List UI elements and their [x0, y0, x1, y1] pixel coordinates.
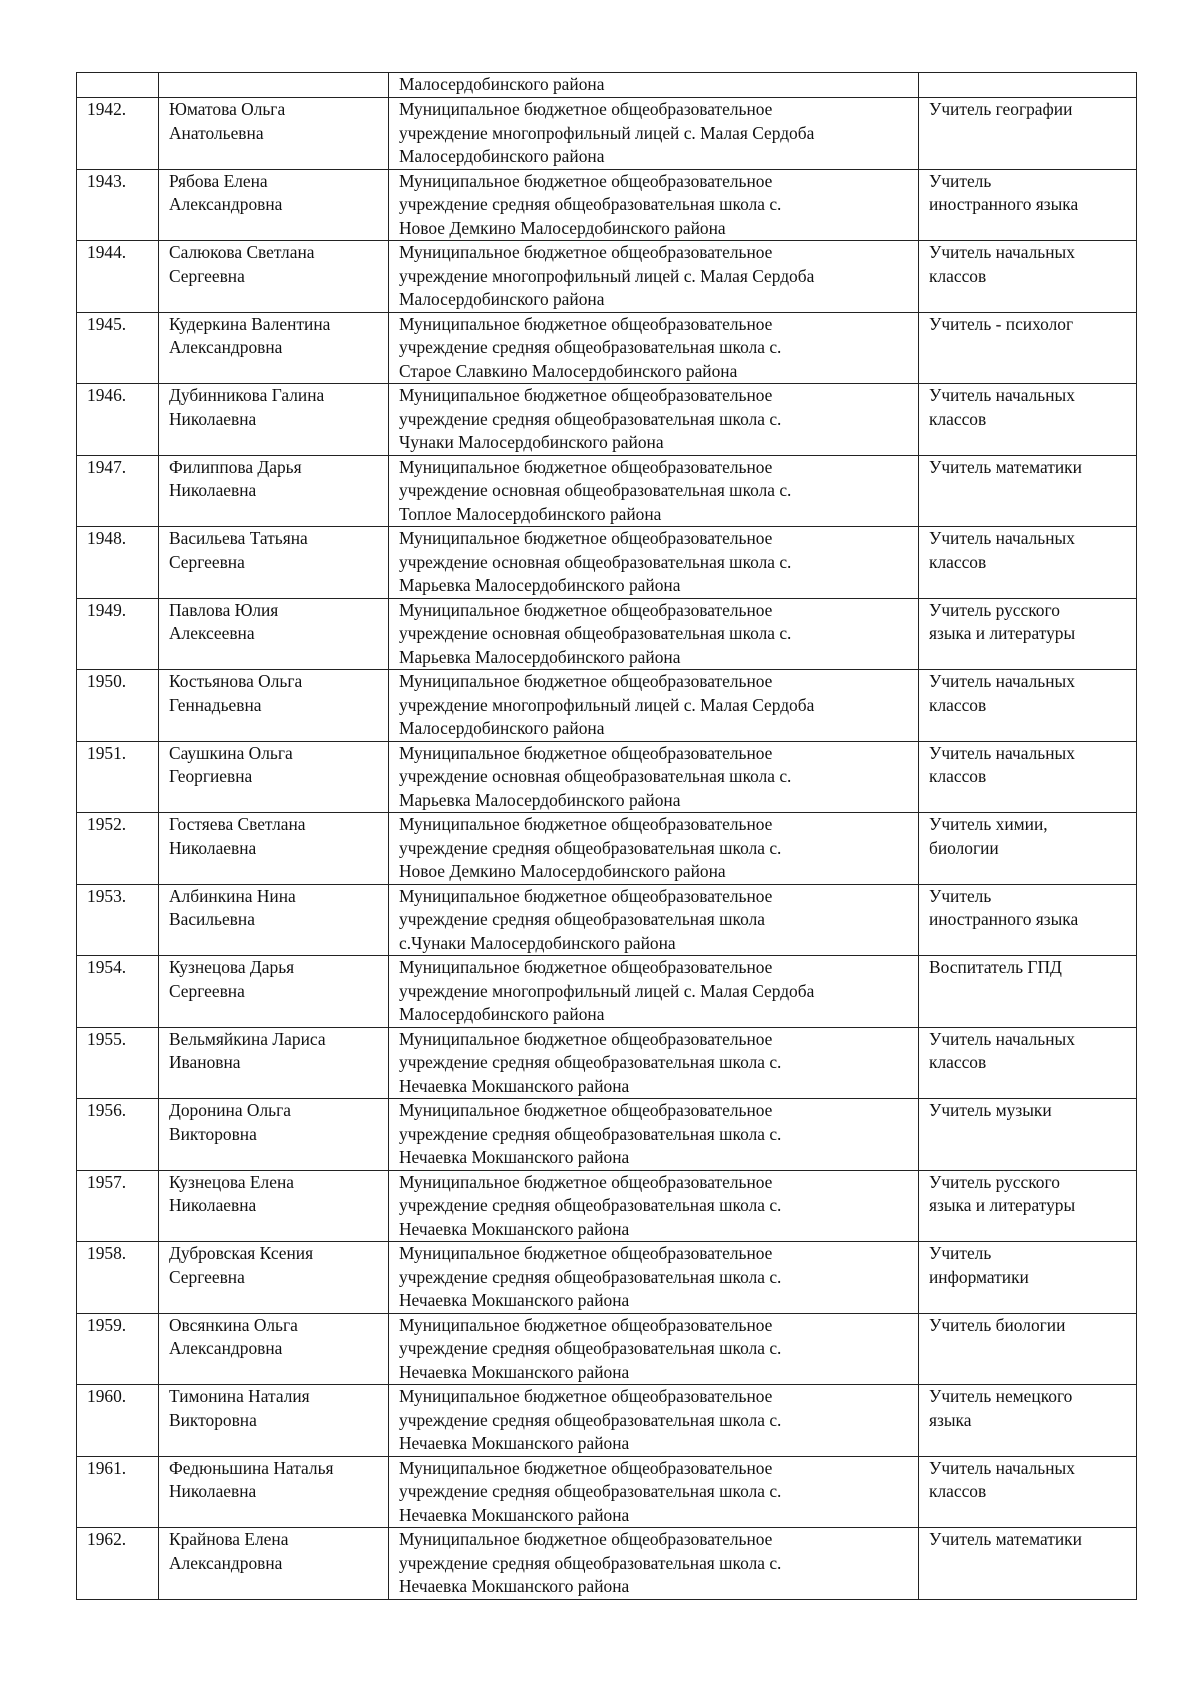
cell-position: Учитель иностранного языка [919, 884, 1137, 956]
cell-name: Салюкова Светлана Сергеевна [159, 241, 389, 313]
cell-name: Гостяева Светлана Николаевна [159, 813, 389, 885]
continuation-row [77, 73, 1137, 98]
table-row [77, 956, 1137, 1028]
table-row [77, 455, 1137, 527]
table-row [77, 1456, 1137, 1528]
cell-number: 1946. [77, 384, 159, 456]
table-row [77, 527, 1137, 599]
cell-organization: Муниципальное бюджетное общеобразовательное учреждение средняя общеобразовательная школа с. Нечаевка Мокшанского района [389, 1385, 919, 1457]
table-row [77, 1242, 1137, 1314]
cell-position: Учитель русского языка и литературы [919, 1170, 1137, 1242]
table-row [77, 241, 1137, 313]
cell-number: 1960. [77, 1385, 159, 1457]
cell-position: Учитель начальных классов [919, 1456, 1137, 1528]
cell-position: Учитель географии [919, 98, 1137, 170]
cell-name: Дубинникова Галина Николаевна [159, 384, 389, 456]
cell-name: Юматова Ольга Анатольевна [159, 98, 389, 170]
cell-position: Учитель начальных классов [919, 527, 1137, 599]
cell-number: 1954. [77, 956, 159, 1028]
cell-number: 1942. [77, 98, 159, 170]
cell-organization: Муниципальное бюджетное общеобразовательное учреждение средняя общеобразовательная школа с. Нечаевка Мокшанского района [389, 1027, 919, 1099]
cell-organization: Муниципальное бюджетное общеобразовательное учреждение многопрофильный лицей с. Малая Сердоба Малосердобинского района [389, 241, 919, 313]
cell-organization: Муниципальное бюджетное общеобразовательное учреждение средняя общеобразовательная школа с. Нечаевка Мокшанского района [389, 1170, 919, 1242]
cell-name: Крайнова Елена Александровна [159, 1528, 389, 1600]
cell-number: 1956. [77, 1099, 159, 1171]
cell-organization: Муниципальное бюджетное общеобразовательное учреждение многопрофильный лицей с. Малая Сердоба Малосердобинского района [389, 956, 919, 1028]
cell-name: Кузнецова Елена Николаевна [159, 1170, 389, 1242]
cell-organization: Муниципальное бюджетное общеобразовательное учреждение основная общеобразовательная школа с. Марьевка Малосердобинского района [389, 598, 919, 670]
cell-organization: Муниципальное бюджетное общеобразовательное учреждение средняя общеобразовательная школа с.Чунаки Малосердобинского района [389, 884, 919, 956]
table-row [77, 741, 1137, 813]
cell-name: Вельмяйкина Лариса Ивановна [159, 1027, 389, 1099]
cell-name: Доронина Ольга Викторовна [159, 1099, 389, 1171]
table-row [77, 598, 1137, 670]
cell-number: 1955. [77, 1027, 159, 1099]
cell-number: 1951. [77, 741, 159, 813]
cell-name: Дубровская Ксения Сергеевна [159, 1242, 389, 1314]
cell-name: Костьянова Ольга Геннадьевна [159, 670, 389, 742]
cell-position: Учитель начальных классов [919, 241, 1137, 313]
cell-number: 1959. [77, 1313, 159, 1385]
cell-name: Овсянкина Ольга Александровна [159, 1313, 389, 1385]
cell-number [77, 73, 159, 98]
cell-position: Учитель - психолог [919, 312, 1137, 384]
cell-position: Учитель начальных классов [919, 670, 1137, 742]
cell-organization: Муниципальное бюджетное общеобразовательное учреждение средняя общеобразовательная школа с. Чунаки Малосердобинского района [389, 384, 919, 456]
table-row [77, 1170, 1137, 1242]
teachers-table [76, 72, 1137, 1600]
table-row [77, 1385, 1137, 1457]
cell-number: 1961. [77, 1456, 159, 1528]
cell-position: Учитель биологии [919, 1313, 1137, 1385]
cell-name: Кузнецова Дарья Сергеевна [159, 956, 389, 1028]
cell-name [159, 73, 389, 98]
cell-position: Учитель русского языка и литературы [919, 598, 1137, 670]
cell-number: 1944. [77, 241, 159, 313]
cell-organization: Муниципальное бюджетное общеобразовательное учреждение средняя общеобразовательная школа с. Нечаевка Мокшанского района [389, 1528, 919, 1600]
cell-number: 1952. [77, 813, 159, 885]
table-row [77, 98, 1137, 170]
cell-position: Учитель информатики [919, 1242, 1137, 1314]
cell-number: 1947. [77, 455, 159, 527]
cell-organization: Муниципальное бюджетное общеобразовательное учреждение средняя общеобразовательная школа с. Нечаевка Мокшанского района [389, 1456, 919, 1528]
cell-number: 1957. [77, 1170, 159, 1242]
cell-position: Учитель немецкого языка [919, 1385, 1137, 1457]
cell-name: Тимонина Наталия Викторовна [159, 1385, 389, 1457]
cell-position: Учитель начальных классов [919, 741, 1137, 813]
cell-number: 1950. [77, 670, 159, 742]
table-row [77, 384, 1137, 456]
cell-name: Филиппова Дарья Николаевна [159, 455, 389, 527]
cell-name: Саушкина Ольга Георгиевна [159, 741, 389, 813]
cell-number: 1962. [77, 1528, 159, 1600]
cell-position [919, 73, 1137, 98]
cell-name: Васильева Татьяна Сергеевна [159, 527, 389, 599]
cell-position: Учитель начальных классов [919, 1027, 1137, 1099]
cell-organization: Муниципальное бюджетное общеобразовательное учреждение основная общеобразовательная школа с. Топлое Малосердобинского района [389, 455, 919, 527]
table-body [77, 73, 1137, 1600]
cell-number: 1953. [77, 884, 159, 956]
cell-position: Учитель музыки [919, 1099, 1137, 1171]
cell-number: 1948. [77, 527, 159, 599]
table-row [77, 1027, 1137, 1099]
cell-organization: Муниципальное бюджетное общеобразовательное учреждение средняя общеобразовательная школа с. Нечаевка Мокшанского района [389, 1313, 919, 1385]
table-row [77, 169, 1137, 241]
cell-name: Павлова Юлия Алексеевна [159, 598, 389, 670]
cell-name: Федюньшина Наталья Николаевна [159, 1456, 389, 1528]
cell-organization: Муниципальное бюджетное общеобразовательное учреждение средняя общеобразовательная школа с. Нечаевка Мокшанского района [389, 1242, 919, 1314]
table-row [77, 884, 1137, 956]
cell-number: 1949. [77, 598, 159, 670]
cell-organization: Малосердобинского района [389, 73, 919, 98]
cell-organization: Муниципальное бюджетное общеобразовательное учреждение многопрофильный лицей с. Малая Сердоба Малосердобинского района [389, 670, 919, 742]
table-row [77, 312, 1137, 384]
cell-organization: Муниципальное бюджетное общеобразовательное учреждение основная общеобразовательная школа с. Марьевка Малосердобинского района [389, 741, 919, 813]
cell-organization: Муниципальное бюджетное общеобразовательное учреждение средняя общеобразовательная школа с. Старое Славкино Малосердобинского района [389, 312, 919, 384]
cell-number: 1943. [77, 169, 159, 241]
cell-position: Учитель начальных классов [919, 384, 1137, 456]
cell-organization: Муниципальное бюджетное общеобразовательное учреждение средняя общеобразовательная школа с. Нечаевка Мокшанского района [389, 1099, 919, 1171]
cell-position: Учитель иностранного языка [919, 169, 1137, 241]
table-row [77, 1313, 1137, 1385]
cell-position: Учитель математики [919, 1528, 1137, 1600]
cell-number: 1958. [77, 1242, 159, 1314]
cell-organization: Муниципальное бюджетное общеобразовательное учреждение средняя общеобразовательная школа с. Новое Демкино Малосердобинского района [389, 169, 919, 241]
table-row [77, 1099, 1137, 1171]
cell-position: Учитель химии, биологии [919, 813, 1137, 885]
cell-position: Учитель математики [919, 455, 1137, 527]
cell-organization: Муниципальное бюджетное общеобразовательное учреждение средняя общеобразовательная школа с. Новое Демкино Малосердобинского района [389, 813, 919, 885]
cell-number: 1945. [77, 312, 159, 384]
table-row [77, 670, 1137, 742]
cell-position: Воспитатель ГПД [919, 956, 1137, 1028]
cell-name: Албинкина Нина Васильевна [159, 884, 389, 956]
cell-organization: Муниципальное бюджетное общеобразовательное учреждение многопрофильный лицей с. Малая Сердоба Малосердобинского района [389, 98, 919, 170]
cell-name: Кудеркина Валентина Александровна [159, 312, 389, 384]
table-row [77, 1528, 1137, 1600]
table-row [77, 813, 1137, 885]
cell-organization: Муниципальное бюджетное общеобразовательное учреждение основная общеобразовательная школа с. Марьевка Малосердобинского района [389, 527, 919, 599]
cell-name: Рябова Елена Александровна [159, 169, 389, 241]
